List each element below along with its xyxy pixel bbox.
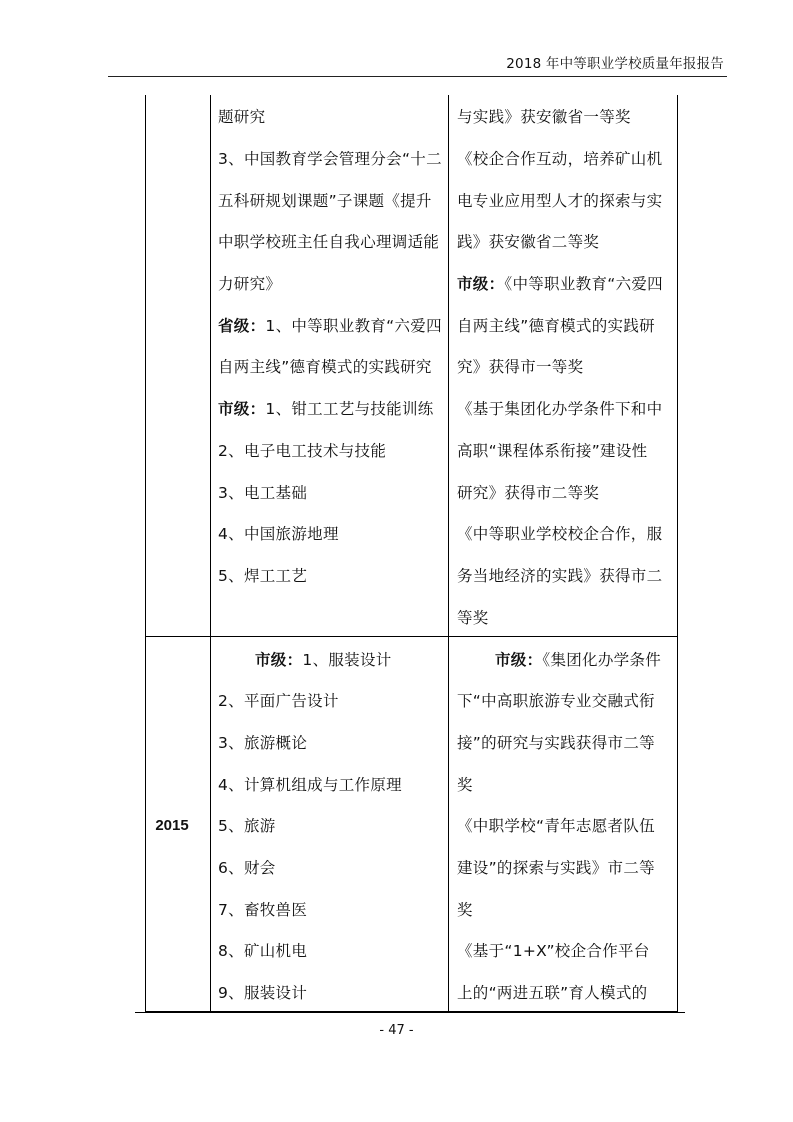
table-column-divider-1	[210, 95, 211, 1012]
table-cell-line: 题研究	[218, 108, 266, 126]
table-cell-line: 自两主线”德育模式的实践研究	[218, 358, 432, 376]
header-rule	[108, 76, 727, 77]
table-right-border	[677, 95, 678, 1012]
table-cell-line: 五科研规划课题”子课题《提升	[218, 192, 432, 210]
table-cell-line: 高职“课程体系衔接”建设性	[457, 442, 648, 460]
table-cell-line: 等奖	[457, 609, 489, 627]
table-cell-line: 4、中国旅游地理	[218, 525, 339, 543]
table-cell-line: 奖	[457, 901, 473, 919]
table-cell-line: 6、财会	[218, 859, 276, 877]
table-cell-line: 市级：1、钳工工艺与技能训练	[218, 400, 434, 418]
table-cell-line: 2、平面广告设计	[218, 692, 339, 710]
table-cell-line: 省级：1、中等职业教育“六爱四	[218, 317, 442, 335]
table-cell-line: 8、矿山机电	[218, 942, 308, 960]
table-cell-line: 自两主线”德育模式的实践研	[457, 317, 655, 335]
table-cell-line: 建设”的探索与实践》市二等	[457, 859, 655, 877]
table-cell-line: 5、焊工工艺	[218, 567, 308, 585]
table-cell-line: 《中职学校“青年志愿者队伍	[457, 817, 655, 835]
table-cell-line: 3、中国教育学会管理分会“十二	[218, 150, 442, 168]
table-cell-line: 市级：《集团化办学条件	[495, 651, 662, 669]
table-row-divider	[145, 636, 678, 637]
table-cell-line: 市级：1、服装设计	[255, 651, 392, 669]
table-cell-line: 9、服装设计	[218, 984, 308, 1002]
table-cell-line: 接”的研究与实践获得市二等	[457, 734, 655, 752]
page-number: - 47 -	[379, 1023, 414, 1038]
table-cell-line: 2、电子电工技术与技能	[218, 442, 387, 460]
table-cell-line: 《基于“1+X”校企合作平台	[457, 942, 650, 960]
level-label: 市级：	[218, 400, 266, 418]
table-cell-line: 《中等职业学校校企合作，服	[457, 525, 663, 543]
year-cell: 2015	[155, 817, 189, 834]
footer-rule	[135, 1012, 685, 1013]
table-cell-line: 3、电工基础	[218, 484, 308, 502]
level-label: 市级：	[495, 651, 543, 669]
table-cell-line: 力研究》	[218, 275, 282, 293]
table-cell-line: 《基于集团化办学条件下和中	[457, 400, 663, 418]
table-cell-line: 与实践》获安徽省一等奖	[457, 108, 631, 126]
table-cell-line: 5、旅游	[218, 817, 276, 835]
table-cell-line: 务当地经济的实践》获得市二	[457, 567, 663, 585]
table-cell-line: 4、计算机组成与工作原理	[218, 776, 402, 794]
table-cell-line: 电专业应用型人才的探索与实	[457, 192, 663, 210]
table-column-divider-2	[448, 95, 449, 1012]
table-cell-line: 践》获安徽省二等奖	[457, 233, 600, 251]
level-label: 市级：	[457, 275, 505, 293]
level-label: 市级：	[255, 651, 303, 669]
table-left-border	[145, 95, 146, 1012]
table-cell-line: 市级：《中等职业教育“六爱四	[457, 275, 663, 293]
table-cell-line: 7、畜牧兽医	[218, 901, 308, 919]
table-cell-line: 《校企合作互动，培养矿山机	[457, 150, 663, 168]
table-cell-line: 究》获得市一等奖	[457, 358, 584, 376]
level-label: 省级：	[218, 317, 266, 335]
report-header-title: 2018 年中等职业学校质量年报报告	[506, 56, 724, 72]
table-cell-line: 上的“两进五联”育人模式的	[457, 984, 648, 1002]
table-cell-line: 研究》获得市二等奖	[457, 484, 600, 502]
table-cell-line: 3、旅游概论	[218, 734, 308, 752]
table-cell-line: 奖	[457, 776, 473, 794]
table-cell-line: 中职学校班主任自我心理调适能	[218, 233, 440, 251]
table-cell-line: 下“中高职旅游专业交融式衔	[457, 692, 655, 710]
